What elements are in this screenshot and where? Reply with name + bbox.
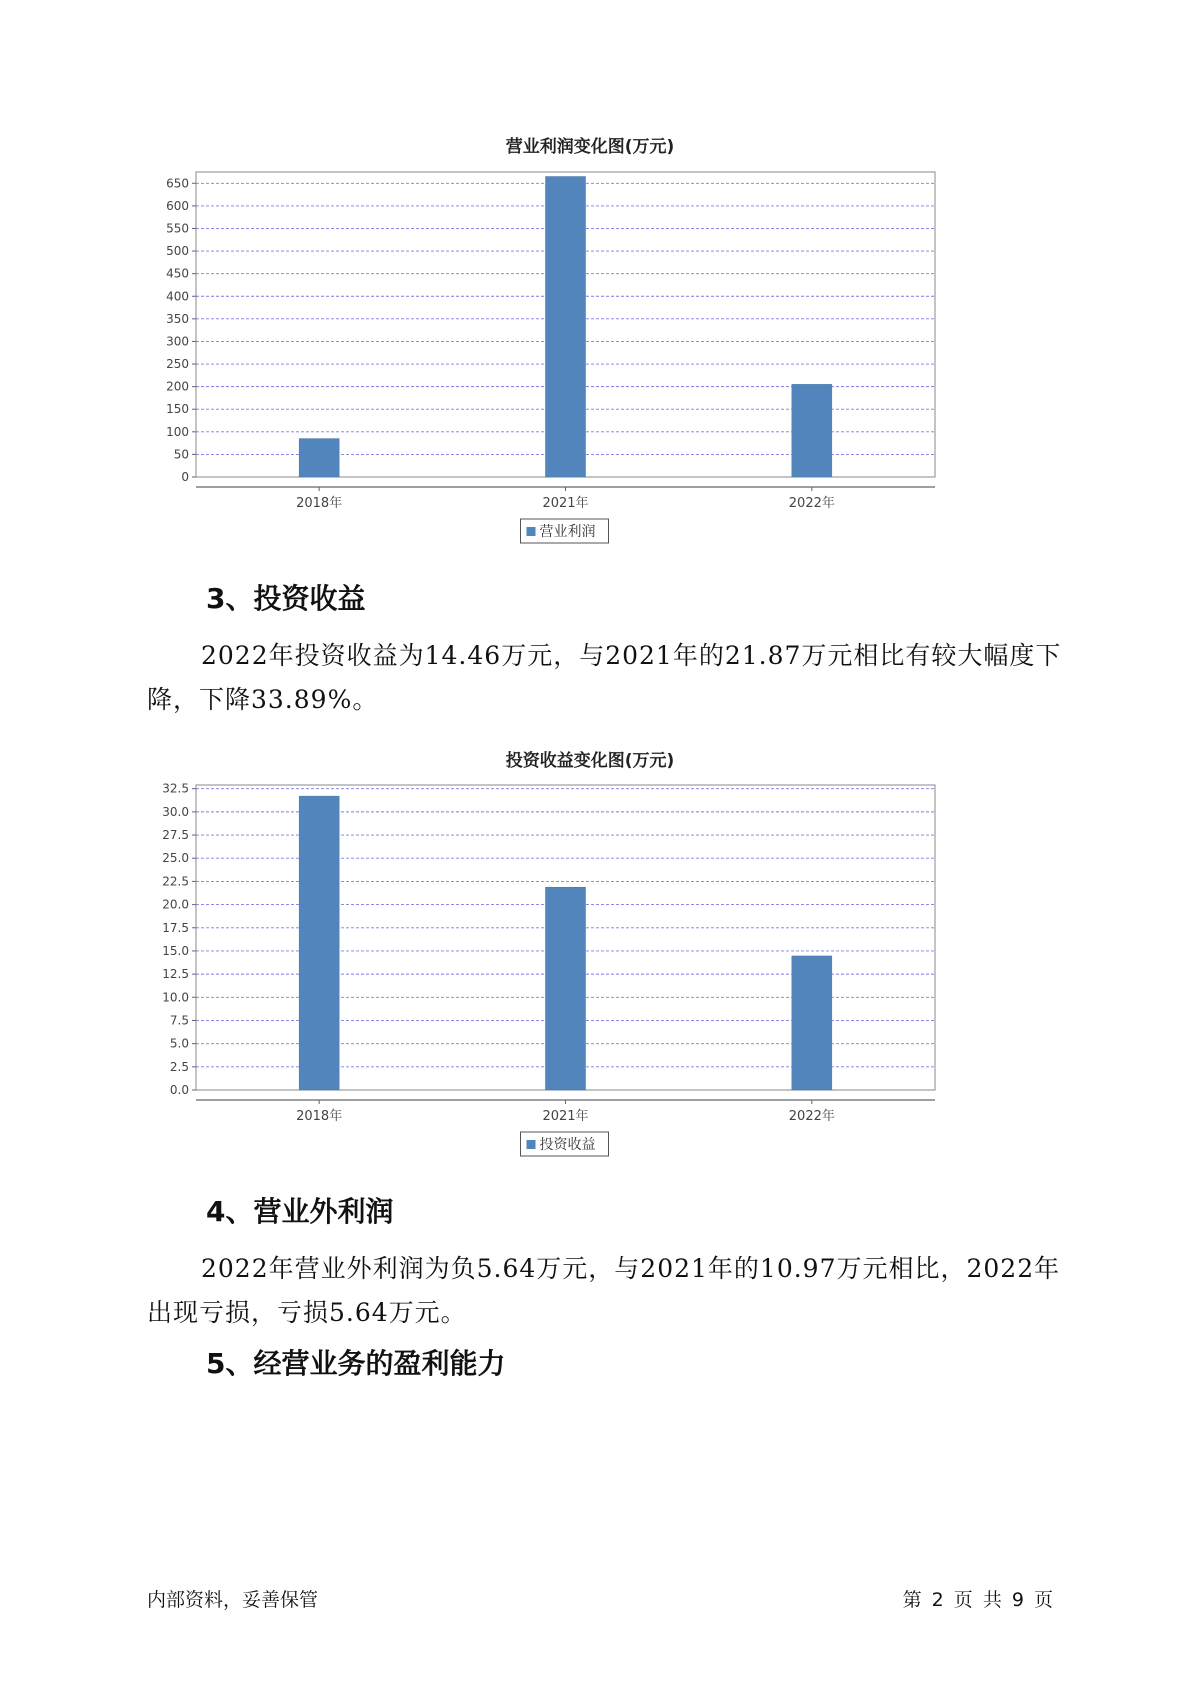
x-tick-label: 2022年 — [788, 1109, 835, 1124]
legend-label: 营业利润 — [539, 524, 596, 540]
y-tick-label: 550 — [166, 221, 189, 236]
y-tick-label: 32.5 — [162, 781, 189, 796]
y-tick-label: 17.5 — [162, 920, 189, 935]
y-tick-label: 12.5 — [162, 967, 189, 982]
x-tick-label: 2022年 — [788, 496, 835, 511]
bar — [546, 887, 586, 1090]
y-tick-label: 20.0 — [162, 897, 189, 912]
y-tick-label: 600 — [166, 198, 189, 213]
y-tick-label: 30.0 — [162, 804, 189, 819]
y-tick-label: 5.0 — [169, 1036, 189, 1051]
x-tick-label: 2021年 — [542, 1109, 589, 1124]
footer-page-number: 第 2 页 共 9 页 — [902, 1589, 1053, 1611]
paragraph-investment: 2022年投资收益为14.46万元，与2021年的21.87万元相比有较大幅度下降，下降33.89%。 — [147, 641, 1062, 714]
y-tick-label: 450 — [166, 266, 189, 281]
y-tick-label: 15.0 — [162, 943, 189, 958]
x-tick-label: 2018年 — [296, 1109, 343, 1124]
y-tick-label: 350 — [166, 311, 189, 326]
y-tick-label: 22.5 — [162, 874, 189, 889]
investment-income-svg — [140, 0, 1040, 1250]
y-tick-label: 10.0 — [162, 990, 189, 1005]
paragraph-non-operating: 2022年营业外利润为负5.64万元，与2021年的10.97万元相比，2022年出现亏损，亏损5.64万元。 — [147, 1254, 1061, 1327]
y-tick-label: 0 — [181, 470, 189, 484]
y-tick-label: 2.5 — [169, 1059, 189, 1074]
legend-swatch — [527, 1140, 536, 1149]
x-tick-label: 2021年 — [542, 496, 589, 511]
section-heading-non-operating: 4、营业外利润 — [206, 1195, 394, 1228]
y-tick-label: 150 — [166, 402, 189, 417]
y-tick-label: 25.0 — [162, 851, 189, 866]
y-tick-label: 400 — [166, 289, 189, 304]
y-tick-label: 50 — [173, 447, 189, 462]
bar — [299, 796, 339, 1090]
footer-confidential: 内部资料，妥善保管 — [147, 1589, 319, 1611]
chart-title: 营业利润变化图(万元) — [505, 137, 675, 157]
y-tick-label: 27.5 — [162, 828, 189, 843]
legend-label: 投资收益 — [539, 1137, 596, 1153]
y-tick-label: 100 — [166, 424, 189, 439]
y-tick-label: 7.5 — [169, 1013, 189, 1028]
y-tick-label: 250 — [166, 357, 189, 372]
y-tick-label: 0.0 — [169, 1083, 189, 1097]
section-heading-profitability: 5、经营业务的盈利能力 — [206, 1347, 506, 1380]
y-tick-label: 300 — [166, 334, 189, 349]
y-tick-label: 650 — [166, 176, 189, 191]
y-tick-label: 500 — [166, 244, 189, 259]
x-tick-label: 2018年 — [296, 496, 343, 511]
y-tick-label: 200 — [166, 379, 189, 394]
bar — [792, 956, 832, 1090]
section-heading-investment: 3、投资收益 — [206, 582, 366, 615]
chart-title: 投资收益变化图(万元) — [505, 751, 675, 771]
